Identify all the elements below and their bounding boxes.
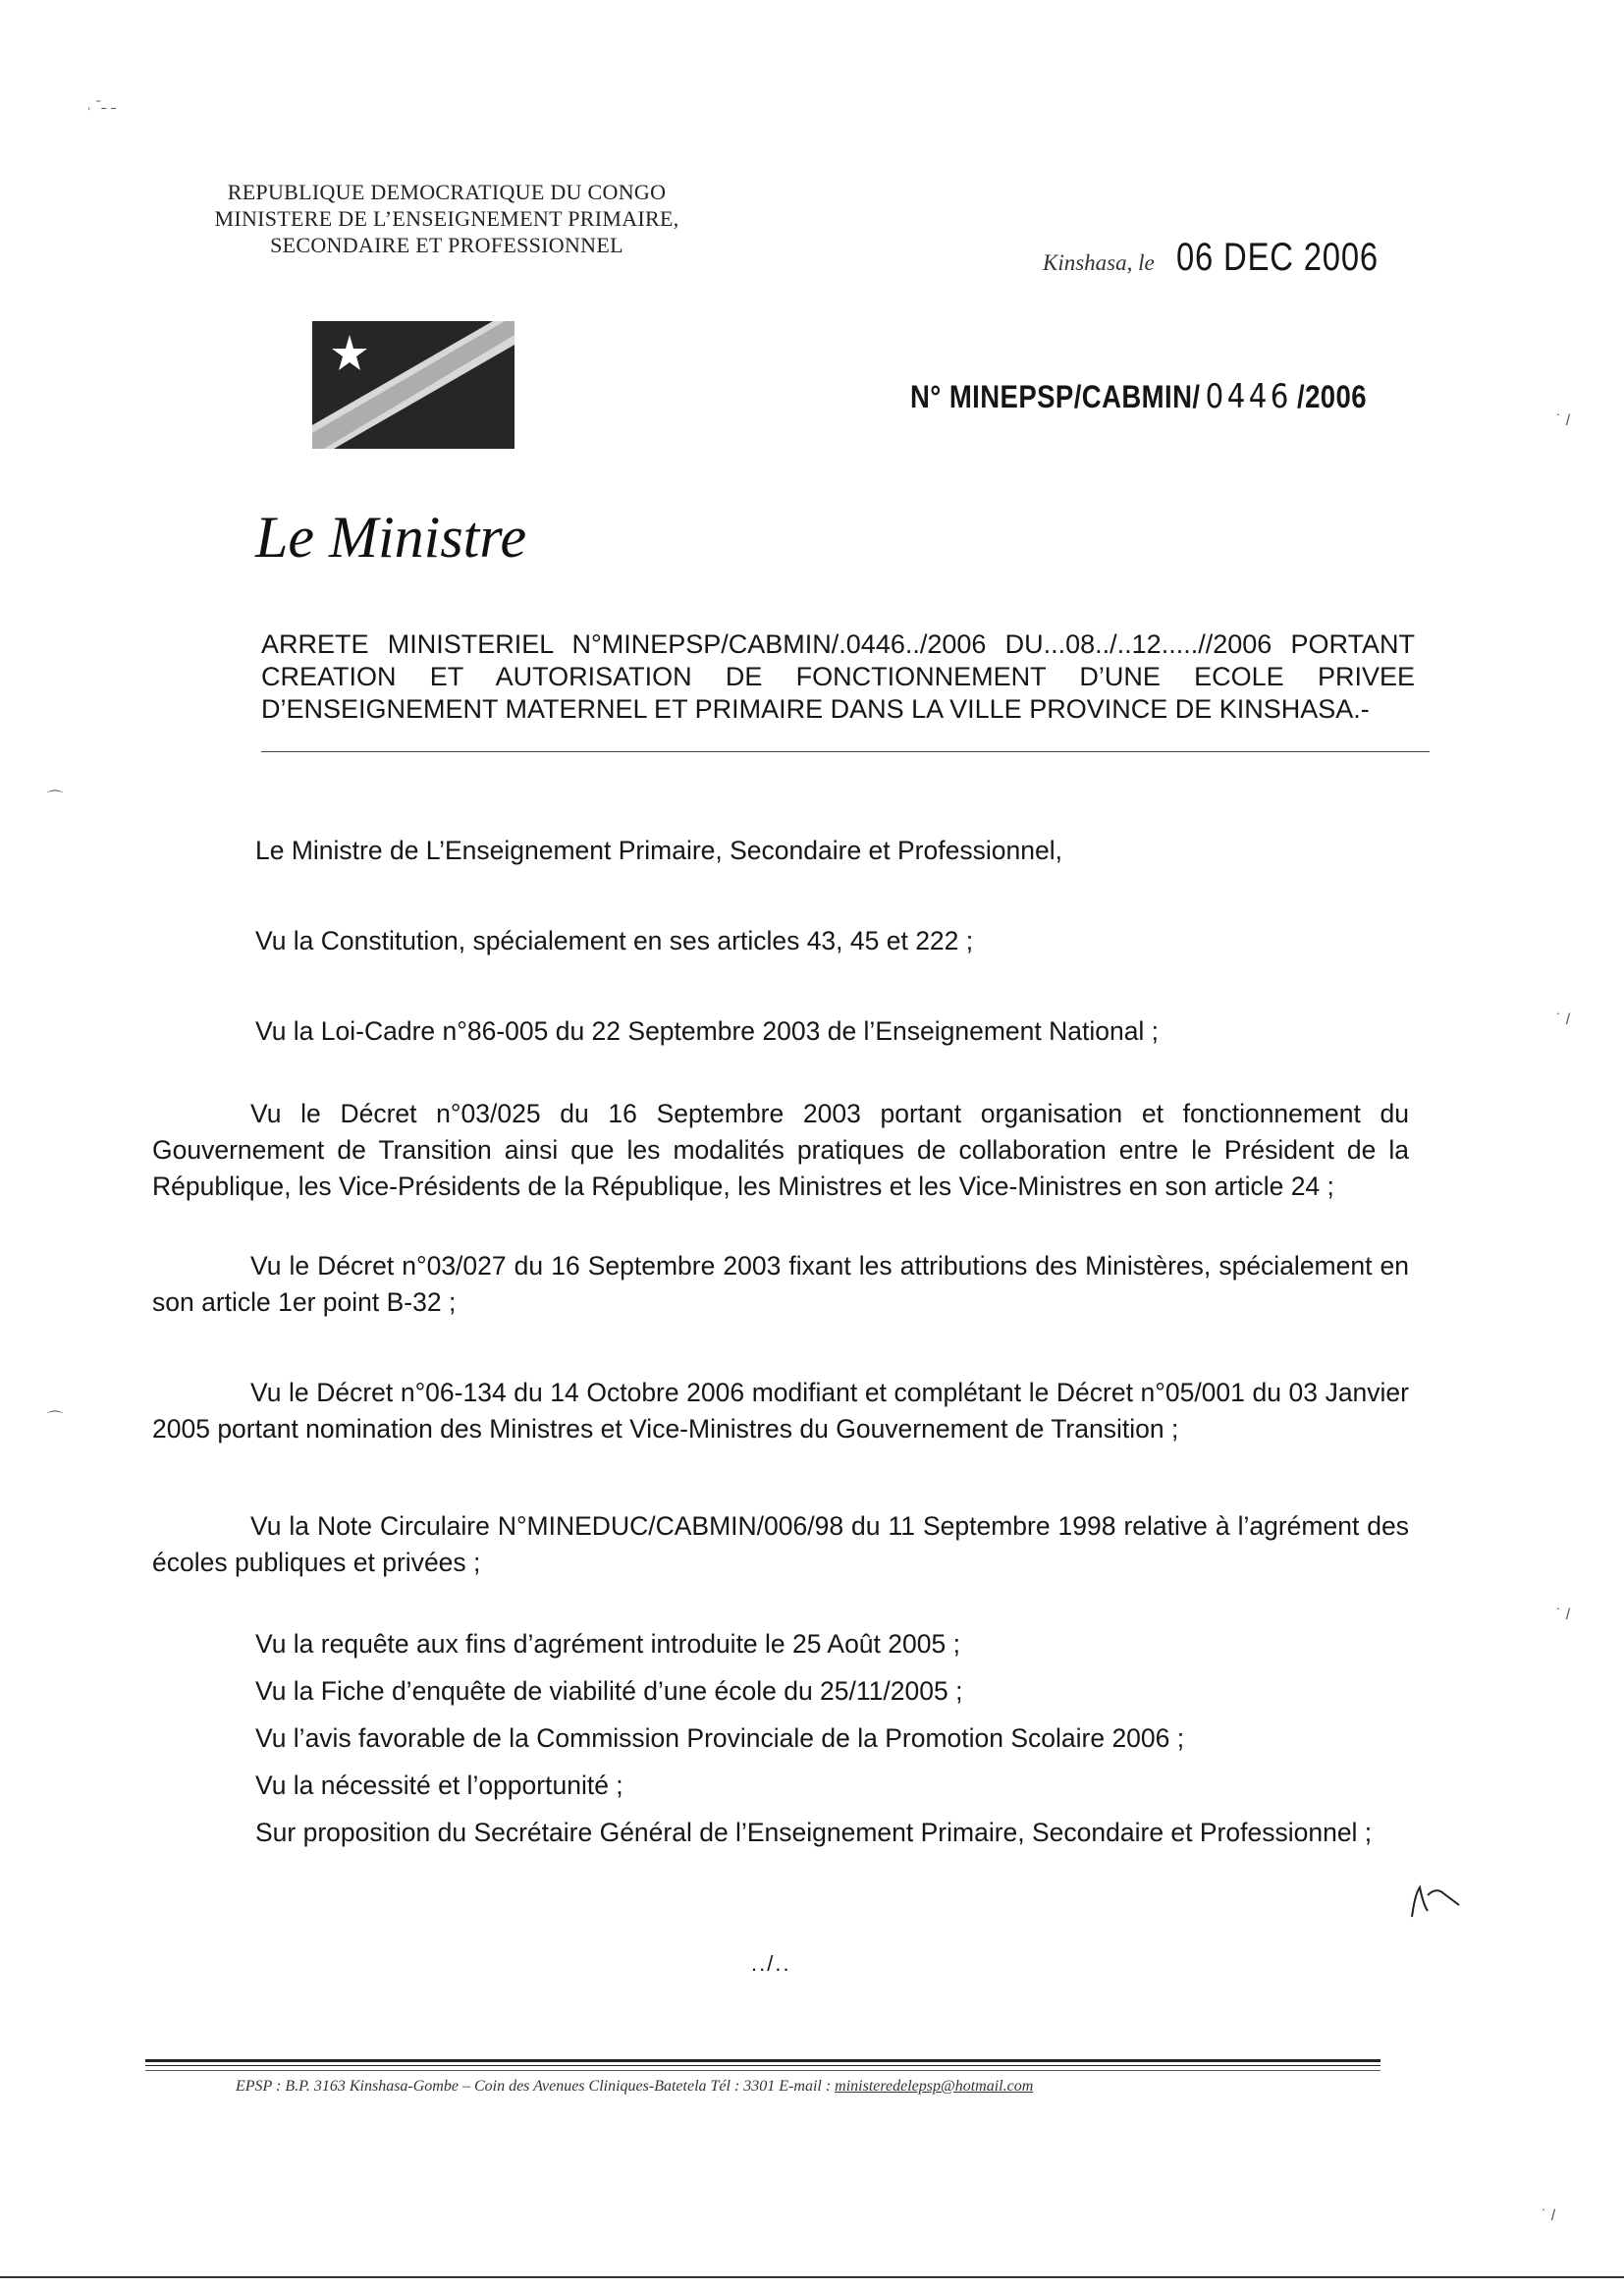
decree-title-line-1: ARRETE MINISTERIEL N°MINEPSP/CABMIN/.0446../2006 DU...08../..12.....//2006 PORTANT (261, 629, 1415, 659)
footer-text: EPSP : B.P. 3163 Kinshasa-Gombe – Coin des Avenues Cliniques-Batetela Tél : 3301 E-mail : (236, 2078, 836, 2095)
decree-title-line-3: D’ENSEIGNEMENT MATERNEL ET PRIMAIRE DANS LA VILLE PROVINCE DE KINSHASA.- (261, 694, 1370, 724)
decree-title (261, 628, 1415, 726)
scan-speck: ˙ / (1556, 1607, 1571, 1623)
footer-rule (145, 2065, 1380, 2066)
paragraph-proposition: Sur proposition du Secrétaire Général de l’Enseignement Primaire, Secondaire et Professionnel ; (255, 1818, 1373, 1847)
title-underline (261, 751, 1430, 752)
scan-speck: ˙ / (1542, 2207, 1556, 2224)
footer-rule (145, 2070, 1380, 2071)
reference-prefix: N° MINEPSP/CABMIN/ (910, 379, 1201, 414)
letterhead-line-3: SECONDAIRE ET PROFESSIONNEL (270, 233, 623, 257)
scan-speck: ˙ / (1556, 1011, 1571, 1028)
paragraph-decret-06-134: Vu le Décret n°06-134 du 14 Octobre 2006 modifiant et complétant le Décret n°05/001 du 03 Janvier 2005 portant nomination des Ministres et Vice-Ministres du Gouvernement de Transition ; (152, 1378, 1409, 1444)
paragraph-decret-03-027: Vu le Décret n°03/027 du 16 Septembre 2003 fixant les attributions des Ministères, spécialement en son article 1er point B-32 ; (152, 1251, 1409, 1317)
scan-speck: ˙ / (1556, 412, 1571, 429)
paragraph-fiche-enquete: Vu la Fiche d’enquête de viabilité d’une école du 25/11/2005 ; (255, 1676, 963, 1706)
paragraph-note-circulaire: Vu la Note Circulaire N°MINEDUC/CABMIN/006/98 du 11 Septembre 1998 relative à l’agrément des écoles publiques et privées ; (152, 1511, 1409, 1577)
continuation-mark: ../.. (751, 1951, 791, 1976)
reference-number (910, 377, 1367, 416)
decree-title-line-2: CREATION ET AUTORISATION DE FONCTIONNEMENT D’UNE ECOLE PRIVEE (261, 662, 1415, 691)
place-date (1043, 236, 1423, 280)
drc-flag-icon (312, 321, 514, 449)
scan-speck: ˒ ˉ˗ ˗ (86, 98, 117, 115)
paragraph-requete: Vu la requête aux fins d’agrément introduite le 25 Août 2005 ; (255, 1629, 960, 1659)
date-stamp: 06 DEC 2006 (1176, 236, 1380, 279)
paragraph-constitution: Vu la Constitution, spécialement en ses articles 43, 45 et 222 ; (255, 926, 974, 955)
page-bottom-rule (0, 2276, 1624, 2278)
letterhead-line-2: MINISTERE DE L’ENSEIGNEMENT PRIMAIRE, (214, 206, 679, 231)
reference-handwritten-number: 0446 (1205, 377, 1292, 416)
reference-suffix: /2006 (1296, 379, 1368, 414)
letterhead (152, 179, 741, 258)
paragraph-loi-cadre: Vu la Loi-Cadre n°86-005 du 22 Septembre 2003 de l’Enseignement National ; (255, 1016, 1160, 1046)
page-title: Le Ministre (255, 505, 527, 570)
scan-speck: ⌒ (47, 1411, 64, 1428)
paragraph-avis-favorable: Vu l’avis favorable de la Commission Provinciale de la Promotion Scolaire 2006 ; (255, 1723, 1185, 1753)
paragraph-preamble: Le Ministre de L’Enseignement Primaire, Secondaire et Professionnel, (255, 836, 1062, 865)
footer-rule (145, 2059, 1380, 2062)
place-label: Kinshasa, le (1043, 250, 1155, 275)
paragraph-necessite: Vu la nécessité et l’opportunité ; (255, 1771, 623, 1800)
scan-speck: ⌒ (47, 790, 64, 807)
footer-email-link[interactable]: ministeredelepsp@hotmail.com (835, 2078, 1034, 2095)
letterhead-line-1: REPUBLIQUE DEMOCRATIQUE DU CONGO (227, 180, 667, 204)
signature-mark (1404, 1876, 1473, 1925)
paragraph-decret-03-025: Vu le Décret n°03/025 du 16 Septembre 2003 portant organisation et fonctionnement du Gouvernement de Transition ainsi que les modalités pratiques de collaboration entre le Président de la République, les Vice-Présidents de la République, les Ministres et les Vice-Ministres en son article 24 ; (152, 1099, 1409, 1201)
footer-address (236, 2078, 1033, 2096)
